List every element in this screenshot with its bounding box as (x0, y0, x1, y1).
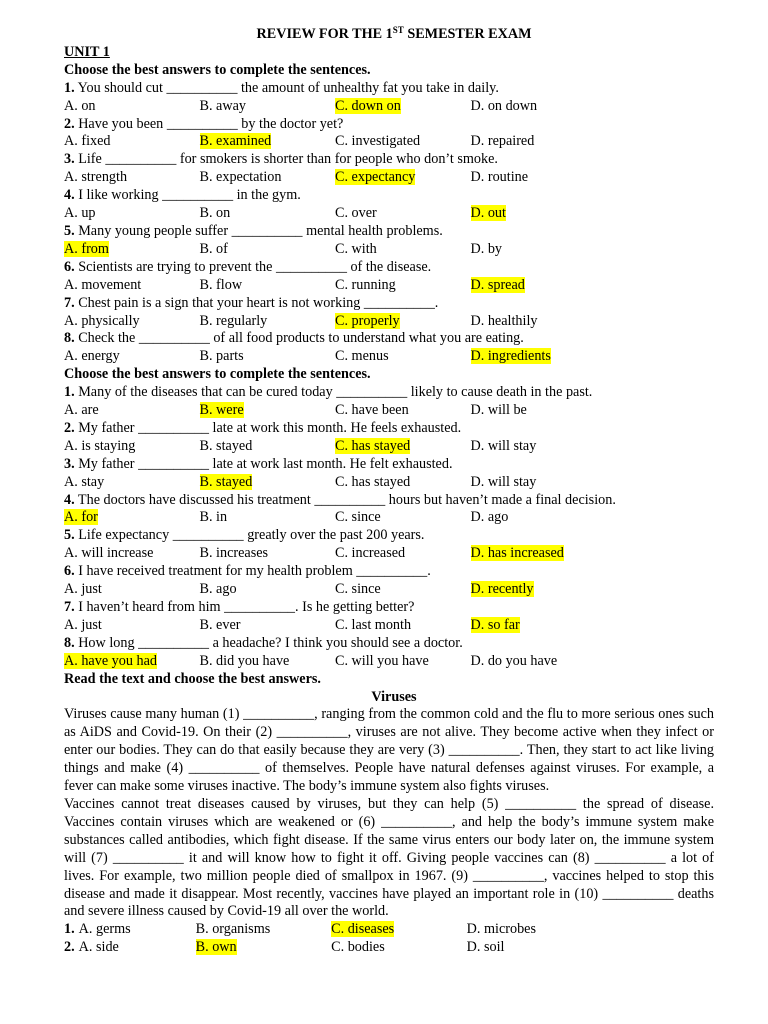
passage-paragraph-1: Viruses cause many human (1) __________, ranging from the common cold and the flu to more serious ones such as AiDS and Covid-19. On their (2) __________, viruses are not alive. They become active when they infect or enter our bodies. They can do that easily because they are very (3) __________. Then, they start to act like living things and make (4) __________ of themselves. People have natural defenses against viruses. For example, a fever can make some viruses inactive. The body’s immune system also fights viruses. (64, 706, 714, 795)
option-cell (335, 313, 471, 331)
option-correct: D. out (470, 205, 506, 222)
answer-options (64, 169, 714, 187)
option-cell (200, 169, 336, 187)
option-cell (467, 939, 505, 957)
option-cell (335, 133, 471, 151)
option-cell (335, 277, 471, 295)
option: A. up (64, 205, 96, 222)
option-correct: C. expectancy (335, 169, 416, 186)
option: A. physically (64, 312, 140, 329)
option: A. on (64, 97, 96, 114)
option: C. since (335, 581, 381, 598)
option: B. organisms (195, 921, 271, 938)
question-number: 1. (64, 79, 75, 96)
option: C. will you have (335, 652, 429, 669)
option-cell (64, 402, 200, 420)
option: D. will stay (470, 437, 537, 454)
answer-options (64, 402, 714, 420)
answer-options (64, 241, 714, 259)
option-cell (471, 438, 537, 456)
option-cell (200, 277, 336, 295)
option-cell (335, 438, 471, 456)
option: A. just (64, 581, 102, 598)
option-cell (64, 438, 200, 456)
option-cell (200, 241, 336, 259)
question-number: 6. (64, 563, 75, 580)
option: A. just (64, 616, 102, 633)
question-number: 2. (64, 419, 75, 436)
option-cell (471, 241, 503, 259)
option: A. movement (64, 276, 142, 293)
option: B. did you have (199, 652, 290, 669)
option: A. are (64, 402, 99, 419)
option-cell (335, 581, 471, 599)
option-cell (471, 205, 506, 223)
option-correct: B. examined (199, 133, 272, 150)
option-cell (467, 921, 536, 939)
question-text: Have you been __________ by the doctor yet? (74, 115, 344, 132)
option-cell (64, 241, 200, 259)
option-correct: C. properly (335, 312, 400, 329)
option: B. flow (199, 276, 243, 293)
option-cell (471, 277, 525, 295)
answer-options (64, 348, 714, 366)
answer-options (64, 474, 714, 492)
option-cell (471, 402, 527, 420)
question (64, 420, 714, 438)
option-cell (471, 133, 535, 151)
option-cell (331, 921, 467, 939)
option: B. away (199, 97, 246, 114)
section-1 (64, 62, 714, 366)
answer-options (64, 98, 714, 116)
question-number: 2. (64, 939, 75, 956)
option: C. last month (335, 616, 412, 633)
option: D. microbes (466, 921, 536, 938)
option-correct: B. stayed (199, 473, 253, 490)
option-cell (200, 617, 336, 635)
option-cell (335, 402, 471, 420)
option-cell (335, 474, 471, 492)
question (64, 259, 714, 277)
option-cell (64, 509, 200, 527)
option-cell (64, 133, 200, 151)
option-cell (471, 581, 534, 599)
option: D. repaired (470, 133, 535, 150)
option-cell (335, 617, 471, 635)
option-correct: D. spread (470, 276, 525, 293)
option-cell (471, 545, 564, 563)
option: A. strength (64, 169, 128, 186)
unit-heading: UNIT 1 (64, 43, 110, 60)
option-cell (64, 277, 200, 295)
section-3-instruction: Read the text and choose the best answers. (64, 670, 321, 687)
option-cell (64, 617, 200, 635)
option-cell (200, 545, 336, 563)
option: B. of (199, 240, 228, 257)
question (64, 223, 714, 241)
option: A. fixed (64, 133, 111, 150)
question-text: Scientists are trying to prevent the __________ of the disease. (74, 258, 432, 275)
option-correct: B. own (195, 939, 237, 956)
question (64, 151, 714, 169)
option-correct: A. have you had (64, 652, 157, 669)
option-cell (200, 581, 336, 599)
page-title: REVIEW FOR THE 1ST SEMESTER EXAM (256, 25, 532, 42)
question-number: 7. (64, 294, 75, 311)
question-number: 1. (64, 384, 75, 401)
option-cell (64, 545, 200, 563)
option: C. with (335, 240, 377, 257)
question-number: 2. (64, 115, 75, 132)
option: B. increases (199, 545, 269, 562)
question-text: I haven’t heard from him __________. Is he getting better? (74, 599, 415, 615)
question-text: Chest pain is a sign that your heart is not working __________. (74, 294, 439, 311)
option-cell (471, 169, 529, 187)
question-number: 6. (64, 258, 75, 275)
option-correct: C. down on (335, 97, 401, 114)
option: A. will increase (64, 545, 154, 562)
question-number: 3. (64, 455, 75, 472)
question-text: My father __________ late at work this month. He feels exhausted. (74, 419, 462, 436)
option-cell (471, 313, 538, 331)
question-number: 8. (64, 634, 75, 651)
option-cell (64, 474, 200, 492)
option-cell (200, 509, 336, 527)
option-cell (335, 545, 471, 563)
question-number: 8. (64, 330, 75, 347)
option-cell (335, 98, 471, 116)
option-cell (200, 653, 336, 671)
answer-options (64, 921, 714, 939)
option-cell (200, 313, 336, 331)
option-cell (200, 205, 336, 223)
option-correct: D. ingredients (470, 348, 551, 365)
question-text: Life expectancy __________ greatly over the past 200 years. (74, 527, 425, 544)
option: C. investigated (335, 133, 421, 150)
option-cell (196, 921, 332, 939)
option-cell (200, 402, 336, 420)
section-1-instruction: Choose the best answers to complete the sentences. (64, 61, 371, 78)
option-cell (75, 939, 196, 957)
option: D. by (470, 240, 503, 257)
answer-options (64, 617, 714, 635)
option-cell (64, 169, 200, 187)
question (64, 80, 714, 98)
option-cell (75, 921, 196, 939)
question-text: I like working __________ in the gym. (74, 187, 301, 204)
option-cell (335, 169, 471, 187)
option: D. soil (466, 939, 505, 956)
question (64, 563, 714, 581)
option: B. expectation (199, 169, 282, 186)
answer-options (64, 133, 714, 151)
option-cell (471, 348, 551, 366)
option-cell (471, 653, 558, 671)
option: C. since (335, 509, 381, 526)
option: C. bodies (331, 939, 385, 956)
option-correct: A. from (64, 240, 109, 257)
option: B. ever (199, 616, 241, 633)
question (64, 456, 714, 474)
question-text: Many young people suffer __________ mental health problems. (74, 222, 443, 239)
question-text: My father __________ late at work last month. He felt exhausted. (74, 455, 453, 472)
option: B. ago (199, 581, 237, 598)
option: D. will stay (470, 473, 537, 490)
option-cell (64, 313, 200, 331)
question-number: 1. (64, 921, 75, 938)
option: D. on down (470, 97, 538, 114)
question-number: 5. (64, 222, 75, 239)
option-cell (331, 939, 467, 957)
answer-options (64, 205, 714, 223)
option: D. ago (470, 509, 509, 526)
option-cell (200, 474, 336, 492)
option-cell (200, 348, 336, 366)
option: B. regularly (199, 312, 268, 329)
answer-options (64, 939, 714, 957)
option-cell (335, 205, 471, 223)
option: A. energy (64, 348, 120, 365)
question-text: I have received treatment for my health problem __________. (74, 563, 431, 580)
answer-options (64, 509, 714, 527)
question (64, 635, 714, 653)
option-correct: B. were (199, 402, 244, 419)
question-text: Many of the diseases that can be cured today __________ likely to cause death in the past. (74, 384, 593, 401)
option-cell (335, 348, 471, 366)
option-correct: A. for (64, 509, 98, 526)
question (64, 599, 714, 617)
option: A. germs (78, 921, 131, 938)
option-correct: C. diseases (331, 921, 395, 938)
question (64, 330, 714, 348)
question-text: How long __________ a headache? I think you should see a doctor. (74, 634, 463, 651)
question-number: 3. (64, 151, 75, 168)
question-number: 7. (64, 599, 75, 615)
option: D. routine (470, 169, 529, 186)
question-number: 5. (64, 527, 75, 544)
option-cell (335, 509, 471, 527)
option-cell (471, 474, 537, 492)
question (64, 527, 714, 545)
option-correct: D. so far (470, 616, 520, 633)
passage-paragraph-2: Vaccines cannot treat diseases caused by viruses, but they can help (5) __________ the spread of disease. Vaccines contain viruses which are weakened or (6) __________, and help the body’s immune system make substances called antibodies, which fight disease. If the same virus enters our body later on, the immune system will (7) __________ it and will know how to fight it off. Giving people vaccines can (8) __________ a lot of lives. For example, two million people died of smallpox in 1967. (9) __________, vaccines helped to stop this disease and made it disappear. Most recently, vaccines have played an important role in (10) __________ deaths and severe illness caused by Covid-19 all over the world. (64, 795, 714, 920)
option-correct: C. has stayed (335, 437, 411, 454)
question (64, 187, 714, 205)
option-cell (64, 653, 200, 671)
option: B. in (199, 509, 228, 526)
question (64, 116, 714, 134)
option: B. parts (199, 348, 244, 365)
option-cell (200, 133, 336, 151)
question-number: 4. (64, 187, 75, 204)
option-cell (64, 581, 200, 599)
option-cell (335, 653, 471, 671)
option: C. running (335, 276, 396, 293)
question-text: The doctors have discussed his treatment __________ hours but haven’t made a final decision. (74, 491, 616, 508)
option-cell (200, 98, 336, 116)
answer-options (64, 277, 714, 295)
option: B. on (199, 205, 231, 222)
question (64, 384, 714, 402)
option: C. increased (335, 545, 406, 562)
passage-title: Viruses (371, 688, 417, 705)
option: C. menus (335, 348, 389, 365)
answer-options (64, 653, 714, 671)
option-cell (471, 617, 520, 635)
option: D. do you have (470, 652, 558, 669)
option: D. healthily (470, 312, 538, 329)
option-cell (200, 438, 336, 456)
answer-options (64, 545, 714, 563)
option-cell (196, 939, 332, 957)
question-text: Life __________ for smokers is shorter than for people who don’t smoke. (74, 151, 498, 168)
option-cell (335, 241, 471, 259)
option-correct: D. has increased (470, 545, 564, 562)
option-cell (64, 205, 200, 223)
option: A. stay (64, 473, 105, 490)
question (64, 295, 714, 313)
option: A. is staying (64, 437, 136, 454)
answer-options (64, 581, 714, 599)
section-3 (64, 671, 714, 958)
option: C. have been (335, 402, 409, 419)
option-cell (64, 348, 200, 366)
option-cell (64, 98, 200, 116)
question-text: You should cut __________ the amount of unhealthy fat you take in daily. (74, 79, 499, 96)
option-correct: D. recently (470, 581, 534, 598)
answer-options (64, 313, 714, 331)
answer-options (64, 438, 714, 456)
section-2-instruction: Choose the best answers to complete the sentences. (64, 366, 371, 383)
option: C. over (335, 205, 377, 222)
question (64, 492, 714, 510)
question-number: 4. (64, 491, 75, 508)
option: B. stayed (199, 437, 253, 454)
question-text: Check the __________ of all food products to understand what you are eating. (74, 330, 524, 347)
option-cell (471, 509, 509, 527)
option-cell (471, 98, 538, 116)
option: D. will be (470, 402, 527, 419)
section-2 (64, 366, 714, 670)
option: A. side (78, 939, 119, 956)
option: C. has stayed (335, 473, 411, 490)
